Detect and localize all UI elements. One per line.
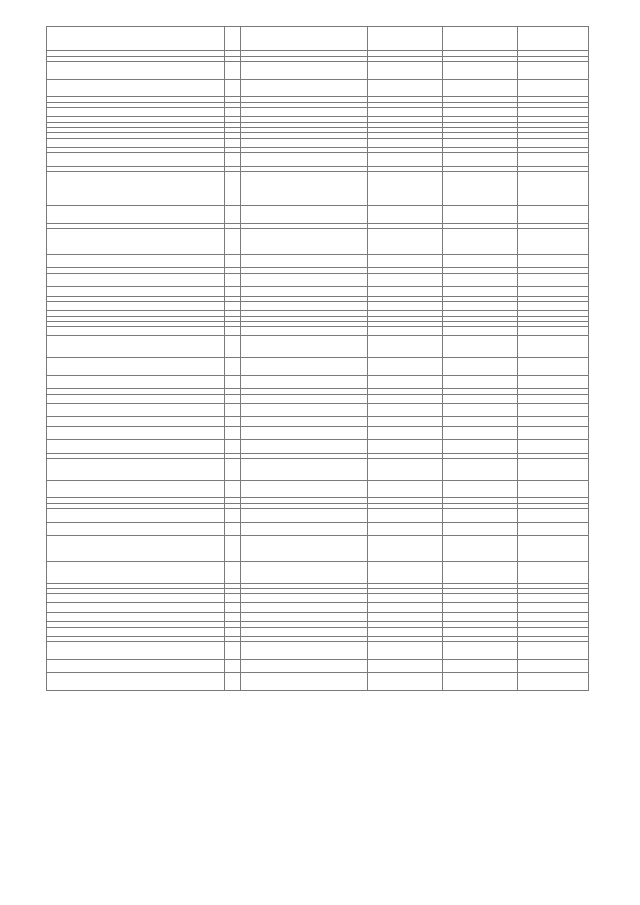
row-unexecuted — [518, 627, 589, 636]
row-kbk — [241, 440, 368, 454]
row-line-code — [225, 659, 241, 673]
row-kbk — [241, 536, 368, 562]
table-row — [47, 138, 589, 147]
row-kbk — [241, 62, 368, 80]
row-kbk — [241, 612, 368, 621]
row-name — [47, 522, 225, 536]
row-line-code — [225, 336, 241, 358]
row-line-code — [225, 536, 241, 562]
table-row — [47, 62, 589, 80]
row-executed — [443, 603, 518, 612]
row-unexecuted — [518, 459, 589, 481]
row-kbk — [241, 206, 368, 224]
row-executed — [443, 659, 518, 673]
row-unexecuted — [518, 153, 589, 167]
row-kbk — [241, 403, 368, 417]
table-row — [47, 394, 589, 403]
row-approved — [368, 375, 443, 389]
row-name — [47, 394, 225, 403]
row-kbk — [241, 603, 368, 612]
row-unexecuted — [518, 62, 589, 80]
row-kbk — [241, 375, 368, 389]
row-approved — [368, 153, 443, 167]
header-name — [47, 27, 225, 51]
row-unexecuted — [518, 336, 589, 358]
row-approved — [368, 659, 443, 673]
table-row — [47, 229, 589, 255]
row-kbk — [241, 138, 368, 147]
row-line-code — [225, 138, 241, 147]
row-executed — [443, 229, 518, 255]
row-kbk — [241, 522, 368, 536]
row-executed — [443, 594, 518, 603]
row-executed — [443, 440, 518, 454]
row-executed — [443, 206, 518, 224]
row-approved — [368, 642, 443, 660]
table-row — [47, 79, 589, 97]
row-approved — [368, 287, 443, 296]
row-kbk — [241, 561, 368, 583]
table-row — [47, 336, 589, 358]
row-approved — [368, 603, 443, 612]
row-line-code — [225, 254, 241, 268]
row-name — [47, 79, 225, 97]
row-executed — [443, 509, 518, 523]
header-kbk — [241, 27, 368, 51]
header-approved — [368, 27, 443, 51]
row-kbk — [241, 426, 368, 440]
row-executed — [443, 79, 518, 97]
row-line-code — [225, 172, 241, 206]
row-name — [47, 612, 225, 621]
table-row — [47, 287, 589, 296]
row-line-code — [225, 375, 241, 389]
row-name — [47, 358, 225, 376]
row-unexecuted — [518, 327, 589, 336]
row-unexecuted — [518, 287, 589, 296]
row-executed — [443, 336, 518, 358]
table-row — [47, 459, 589, 481]
row-line-code — [225, 206, 241, 224]
row-approved — [368, 426, 443, 440]
row-approved — [368, 594, 443, 603]
row-kbk — [241, 358, 368, 376]
row-approved — [368, 108, 443, 117]
row-name — [47, 108, 225, 117]
row-name — [47, 509, 225, 523]
row-unexecuted — [518, 440, 589, 454]
row-line-code — [225, 417, 241, 426]
row-line-code — [225, 301, 241, 310]
row-unexecuted — [518, 206, 589, 224]
row-name — [47, 480, 225, 498]
row-line-code — [225, 627, 241, 636]
row-line-code — [225, 440, 241, 454]
table-row — [47, 327, 589, 336]
row-unexecuted — [518, 480, 589, 498]
row-approved — [368, 79, 443, 97]
row-line-code — [225, 522, 241, 536]
table-row — [47, 254, 589, 268]
row-kbk — [241, 79, 368, 97]
row-name — [47, 254, 225, 268]
row-approved — [368, 327, 443, 336]
row-name — [47, 440, 225, 454]
row-kbk — [241, 273, 368, 287]
table-row — [47, 536, 589, 562]
row-name — [47, 459, 225, 481]
row-name — [47, 172, 225, 206]
row-unexecuted — [518, 229, 589, 255]
row-unexecuted — [518, 394, 589, 403]
row-kbk — [241, 509, 368, 523]
row-approved — [368, 480, 443, 498]
row-unexecuted — [518, 642, 589, 660]
header-line-code — [225, 27, 241, 51]
row-executed — [443, 417, 518, 426]
row-line-code — [225, 403, 241, 417]
row-unexecuted — [518, 358, 589, 376]
row-line-code — [225, 480, 241, 498]
table-row — [47, 673, 589, 691]
row-approved — [368, 254, 443, 268]
table-row — [47, 509, 589, 523]
table-row — [47, 301, 589, 310]
table-row — [47, 522, 589, 536]
row-line-code — [225, 108, 241, 117]
row-executed — [443, 673, 518, 691]
row-approved — [368, 172, 443, 206]
row-name — [47, 417, 225, 426]
row-executed — [443, 153, 518, 167]
row-kbk — [241, 336, 368, 358]
row-approved — [368, 301, 443, 310]
row-name — [47, 375, 225, 389]
row-unexecuted — [518, 172, 589, 206]
row-approved — [368, 673, 443, 691]
row-kbk — [241, 594, 368, 603]
row-unexecuted — [518, 673, 589, 691]
row-approved — [368, 459, 443, 481]
row-name — [47, 301, 225, 310]
row-name — [47, 327, 225, 336]
row-line-code — [225, 153, 241, 167]
row-approved — [368, 522, 443, 536]
row-name — [47, 594, 225, 603]
header-row — [47, 27, 589, 51]
table-row — [47, 627, 589, 636]
row-unexecuted — [518, 79, 589, 97]
table-row — [47, 206, 589, 224]
row-approved — [368, 229, 443, 255]
row-unexecuted — [518, 375, 589, 389]
row-name — [47, 403, 225, 417]
table-row — [47, 375, 589, 389]
table-row — [47, 108, 589, 117]
header-executed — [443, 27, 518, 51]
row-unexecuted — [518, 273, 589, 287]
table-row — [47, 659, 589, 673]
row-unexecuted — [518, 417, 589, 426]
table-row — [47, 642, 589, 660]
row-line-code — [225, 394, 241, 403]
row-name — [47, 153, 225, 167]
row-approved — [368, 627, 443, 636]
row-line-code — [225, 459, 241, 481]
row-name — [47, 673, 225, 691]
row-kbk — [241, 642, 368, 660]
row-name — [47, 229, 225, 255]
row-executed — [443, 138, 518, 147]
row-kbk — [241, 673, 368, 691]
row-name — [47, 627, 225, 636]
row-executed — [443, 172, 518, 206]
row-executed — [443, 403, 518, 417]
row-unexecuted — [518, 594, 589, 603]
row-kbk — [241, 301, 368, 310]
table-row — [47, 440, 589, 454]
row-line-code — [225, 287, 241, 296]
row-unexecuted — [518, 536, 589, 562]
table-row — [47, 603, 589, 612]
row-executed — [443, 358, 518, 376]
row-line-code — [225, 327, 241, 336]
row-executed — [443, 459, 518, 481]
budget-execution-table — [46, 26, 589, 691]
row-executed — [443, 536, 518, 562]
row-unexecuted — [518, 254, 589, 268]
row-name — [47, 536, 225, 562]
row-approved — [368, 440, 443, 454]
row-unexecuted — [518, 301, 589, 310]
row-approved — [368, 417, 443, 426]
row-executed — [443, 301, 518, 310]
row-approved — [368, 394, 443, 403]
row-unexecuted — [518, 659, 589, 673]
row-line-code — [225, 603, 241, 612]
row-approved — [368, 403, 443, 417]
row-line-code — [225, 594, 241, 603]
row-line-code — [225, 561, 241, 583]
table-row — [47, 594, 589, 603]
row-name — [47, 287, 225, 296]
row-executed — [443, 273, 518, 287]
row-unexecuted — [518, 612, 589, 621]
table-row — [47, 417, 589, 426]
row-name — [47, 206, 225, 224]
row-executed — [443, 522, 518, 536]
row-executed — [443, 108, 518, 117]
row-executed — [443, 612, 518, 621]
row-unexecuted — [518, 522, 589, 536]
table-row — [47, 480, 589, 498]
row-name — [47, 62, 225, 80]
row-line-code — [225, 62, 241, 80]
row-approved — [368, 206, 443, 224]
row-unexecuted — [518, 403, 589, 417]
row-approved — [368, 273, 443, 287]
row-kbk — [241, 627, 368, 636]
row-kbk — [241, 172, 368, 206]
row-line-code — [225, 509, 241, 523]
table-row — [47, 426, 589, 440]
row-kbk — [241, 394, 368, 403]
row-name — [47, 603, 225, 612]
row-line-code — [225, 673, 241, 691]
row-approved — [368, 536, 443, 562]
row-approved — [368, 612, 443, 621]
row-approved — [368, 509, 443, 523]
row-executed — [443, 394, 518, 403]
table-row — [47, 273, 589, 287]
table-row — [47, 403, 589, 417]
row-executed — [443, 254, 518, 268]
row-executed — [443, 627, 518, 636]
row-executed — [443, 375, 518, 389]
row-unexecuted — [518, 603, 589, 612]
table-row — [47, 358, 589, 376]
row-unexecuted — [518, 138, 589, 147]
header-unexecuted — [518, 27, 589, 51]
table-row — [47, 612, 589, 621]
row-executed — [443, 327, 518, 336]
row-name — [47, 138, 225, 147]
row-kbk — [241, 417, 368, 426]
row-name — [47, 561, 225, 583]
row-kbk — [241, 327, 368, 336]
row-kbk — [241, 153, 368, 167]
row-name — [47, 642, 225, 660]
row-approved — [368, 336, 443, 358]
row-kbk — [241, 108, 368, 117]
row-line-code — [225, 79, 241, 97]
row-executed — [443, 62, 518, 80]
row-kbk — [241, 480, 368, 498]
row-line-code — [225, 642, 241, 660]
row-kbk — [241, 229, 368, 255]
row-executed — [443, 642, 518, 660]
row-kbk — [241, 459, 368, 481]
row-unexecuted — [518, 426, 589, 440]
row-kbk — [241, 254, 368, 268]
row-approved — [368, 62, 443, 80]
row-approved — [368, 358, 443, 376]
row-approved — [368, 561, 443, 583]
row-unexecuted — [518, 108, 589, 117]
row-line-code — [225, 612, 241, 621]
table-row — [47, 172, 589, 206]
row-line-code — [225, 273, 241, 287]
row-line-code — [225, 229, 241, 255]
row-kbk — [241, 287, 368, 296]
row-executed — [443, 561, 518, 583]
row-line-code — [225, 358, 241, 376]
row-executed — [443, 287, 518, 296]
row-executed — [443, 426, 518, 440]
row-approved — [368, 138, 443, 147]
row-line-code — [225, 426, 241, 440]
row-kbk — [241, 659, 368, 673]
row-unexecuted — [518, 561, 589, 583]
table-row — [47, 561, 589, 583]
row-name — [47, 659, 225, 673]
table-row — [47, 153, 589, 167]
row-executed — [443, 480, 518, 498]
row-name — [47, 336, 225, 358]
row-unexecuted — [518, 509, 589, 523]
row-name — [47, 426, 225, 440]
row-name — [47, 273, 225, 287]
